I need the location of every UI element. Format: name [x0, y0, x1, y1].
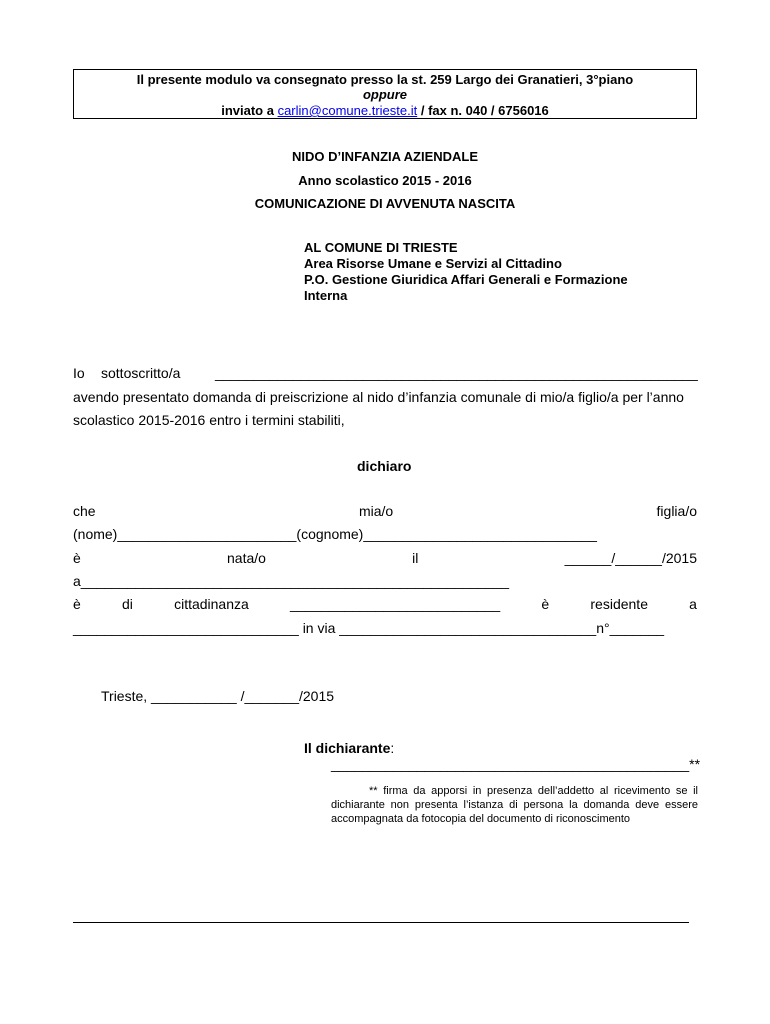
field-row-child — [73, 503, 697, 519]
signature-field[interactable]: ______________________________________________** — [331, 756, 701, 772]
field-row-birth — [73, 550, 697, 566]
field-word: è — [541, 596, 550, 612]
field-word: a — [689, 596, 697, 612]
field-word: è — [73, 596, 81, 612]
sent-prefix: inviato a — [221, 103, 274, 118]
fax-number: / fax n. 040 / 6756016 — [420, 103, 549, 118]
signature-footnote: ** firma da apporsi in presenza dell’addetto al ricevimento se il dichiarante non presenta l’istanza di persona la domanda deve essere accompagnata da fotocopia del documento di riconoscimento — [331, 785, 698, 825]
email-link[interactable]: carlin@comune.trieste.it — [277, 103, 418, 118]
recipient-line-3: P.O. Gestione Giuridica Affari Generali e Formazione — [304, 272, 628, 287]
delivery-notice-oppure: oppure — [362, 87, 408, 102]
signature-colon: : — [390, 740, 395, 756]
delivery-notice-box — [73, 69, 697, 119]
field-word: cittadinanza — [174, 596, 249, 612]
citizenship-field[interactable]: ___________________________ — [289, 596, 501, 612]
recipient-line-1: AL COMUNE DI TRIESTE — [304, 240, 458, 255]
field-word: mia/o — [358, 503, 394, 519]
undersigned-name-field[interactable]: ______________________________________________________________ — [215, 365, 698, 381]
recipient-line-4: Interna — [304, 288, 348, 303]
field-word: residente — [590, 596, 648, 612]
birth-date-field[interactable]: ______/______/2015 — [564, 550, 697, 566]
recipient-line-2: Area Risorse Umane e Servizi al Cittadino — [304, 256, 562, 271]
document-subject: COMUNICAZIONE DI AVVENUTA NASCITA — [254, 196, 516, 211]
document-title: NIDO D’INFANZIA AZIENDALE — [291, 149, 479, 164]
declare-heading: dichiaro — [357, 458, 412, 474]
undersigned-word: sottoscritto/a — [101, 365, 181, 381]
bottom-divider — [73, 922, 689, 923]
field-word: il — [412, 550, 419, 566]
delivery-notice-contact — [74, 103, 696, 119]
signature-label: Il dichiarante — [304, 740, 391, 756]
delivery-notice-line: Il presente modulo va consegnato presso la st. 259 Largo dei Granatieri, 3°piano — [136, 72, 634, 87]
paragraph-line-2: scolastico 2015-2016 entro i termini stabiliti, — [73, 412, 345, 428]
field-word: è — [73, 550, 81, 566]
field-word: che — [73, 503, 96, 519]
residence-address-field[interactable]: _____________________________ in via _________________________________n°_______ — [73, 620, 665, 636]
field-word: figlia/o — [656, 503, 697, 519]
field-row-citizenship — [73, 596, 697, 612]
child-name-field[interactable]: (nome)_______________________(cognome)______________________________ — [73, 526, 597, 542]
place-date-field[interactable]: Trieste, ___________ /_______/2015 — [101, 688, 335, 704]
undersigned-label: Io — [73, 365, 85, 381]
school-year: Anno scolastico 2015 - 2016 — [298, 173, 472, 188]
field-word: nata/o — [227, 550, 266, 566]
paragraph-line-1: avendo presentato domanda di preiscrizione al nido d’infanzia comunale di mio/a figlio/a per l’anno — [73, 389, 684, 405]
birthplace-field[interactable]: a_______________________________________________________ — [73, 573, 510, 589]
field-word: di — [121, 596, 133, 612]
